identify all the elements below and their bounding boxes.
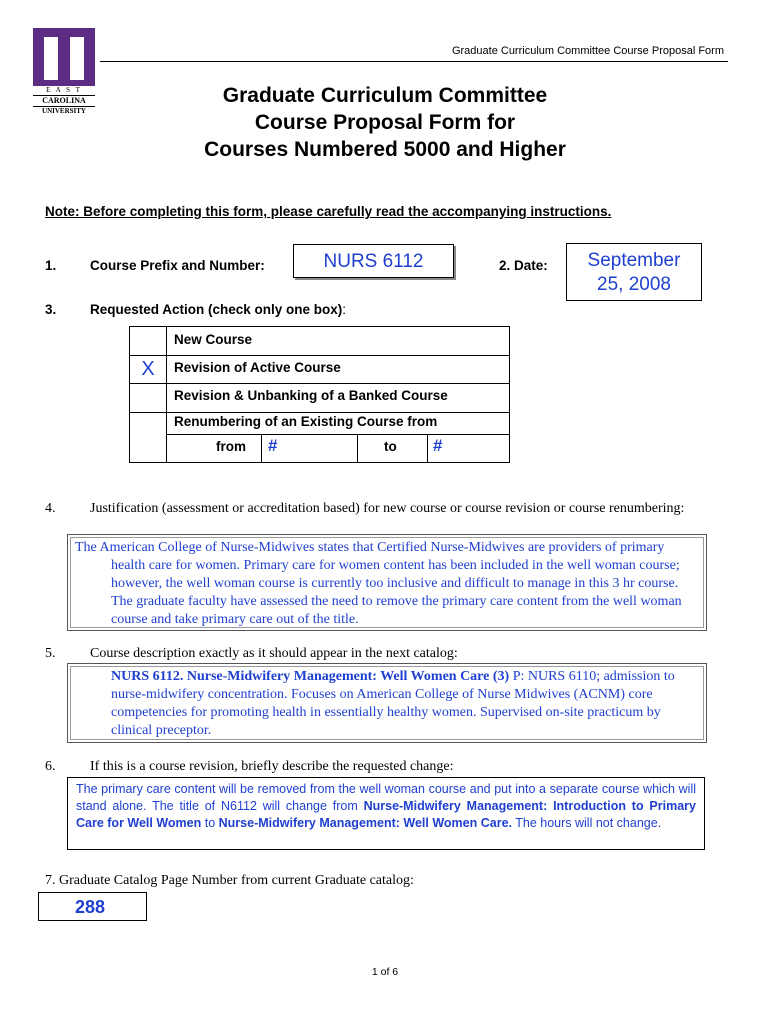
q4-number: 4.	[45, 501, 56, 516]
action-label-unbanking: Revision & Unbanking of a Banked Course	[174, 388, 448, 403]
course-description-text	[108, 668, 698, 740]
title-line-2: Course Proposal Form for	[254, 111, 516, 134]
instructions-note: Note: Before completing this form, please carefully read the accompanying instructions.	[45, 204, 612, 219]
revision-description-field[interactable]	[67, 777, 705, 850]
q5-question-text: Course description exactly as it should appear in the next catalog:	[90, 646, 458, 661]
date-line-1: September	[587, 250, 681, 271]
renumber-from-label: from	[216, 439, 246, 454]
page-number: 1 of 6	[371, 966, 399, 978]
q3-label-text: Requested Action (check only one box)	[90, 302, 343, 317]
action-row-unbanking	[130, 383, 509, 413]
action-row-revision	[130, 355, 509, 384]
revision-part-2: to	[201, 816, 219, 830]
action-row-new-course	[130, 327, 509, 356]
revision-part-1: The primary care content will be removed from the well woman course and put into a separate course which will stand alone. The title of N6112 will change from	[76, 782, 696, 813]
revision-new-title: Nurse-Midwifery Management: Well Women Care.	[218, 816, 512, 830]
q7-question: 7. Graduate Catalog Page Number from current Graduate catalog:	[45, 873, 414, 888]
action-checkbox-new-course[interactable]	[130, 327, 167, 355]
course-description-bold: NURS 6112. Nurse-Midwifery Management: Well Women Care (3)	[111, 669, 510, 684]
action-label-revision: Revision of Active Course	[174, 360, 341, 375]
q4-question-text: Justification (assessment or accreditation based) for new course or course revision or course renumbering:	[90, 501, 685, 516]
q6-question-text: If this is a course revision, briefly describe the requested change:	[90, 759, 454, 774]
ecu-logo	[33, 28, 95, 120]
ecu-logo-mark	[33, 28, 95, 88]
q4-question	[45, 500, 725, 518]
course-prefix-field[interactable]: NURS 6112	[293, 244, 454, 278]
action-checkbox-renumbering[interactable]	[130, 412, 167, 462]
q1-number: 1.	[45, 258, 57, 273]
course-description-field[interactable]	[67, 663, 707, 743]
q3-label-colon: :	[342, 302, 347, 317]
logo-line-university: UNIVERSITY	[42, 107, 86, 115]
q3-label	[90, 302, 346, 317]
q6-question	[45, 759, 453, 775]
q5-question	[45, 646, 458, 662]
catalog-page-field[interactable]: 288	[38, 892, 147, 921]
renumber-to-label: to	[384, 439, 397, 454]
title-line-3: Courses Numbered 5000 and Higher	[204, 138, 566, 161]
page-title	[140, 82, 630, 163]
q5-number: 5.	[45, 646, 56, 661]
course-description-rest: P: NURS 6110; admission to nurse-midwifery concentration. Focuses on American College of Nurse Midwives (ACNM) core competencies for promoting health in essentially healthy women. Supervised on-site practicum by clinical preceptor.	[111, 669, 675, 738]
revision-part-3: The hours will not change.	[512, 816, 662, 830]
justification-text: The American College of Nurse-Midwives states that Certified Nurse-Midwives are providers of primary health care for women. Primary care for women content has been included in the well woman course; however, the well woman course is currently too inclusive and difficult to manage in this 3 hr course. The graduate faculty have assessed the need to remove the primary care content from the well woman course and take primary care out of the title.	[75, 540, 682, 627]
requested-action-table	[129, 326, 510, 463]
revision-old-title: Nurse-Midwifery Management: Introduction to Primary Care for Well Women	[76, 799, 696, 830]
revision-description-text	[76, 781, 696, 832]
date-field[interactable]	[566, 243, 702, 301]
q6-number: 6.	[45, 759, 56, 774]
title-line-1: Graduate Curriculum Committee	[222, 84, 548, 107]
action-label-new-course: New Course	[174, 332, 253, 347]
renumber-to-field[interactable]: #	[433, 436, 443, 455]
date-line-2: 25, 2008	[597, 274, 671, 295]
q1-label: Course Prefix and Number:	[90, 258, 265, 273]
header-rule	[100, 61, 728, 62]
renumber-from-field[interactable]: #	[268, 436, 278, 455]
action-row-renumbering	[130, 412, 509, 462]
q3-number: 3.	[45, 302, 57, 317]
logo-line-carolina: CAROLINA	[42, 96, 86, 105]
header-title: Graduate Curriculum Committee Course Proposal Form	[451, 45, 724, 57]
justification-field[interactable]	[67, 534, 707, 631]
action-label-renumbering: Renumbering of an Existing Course from	[174, 414, 438, 429]
q2-label: 2. Date:	[499, 258, 548, 273]
action-checkbox-revision[interactable]: X	[130, 355, 167, 383]
logo-line-east: E A S T	[46, 86, 82, 94]
action-checkbox-unbanking[interactable]	[130, 383, 167, 412]
